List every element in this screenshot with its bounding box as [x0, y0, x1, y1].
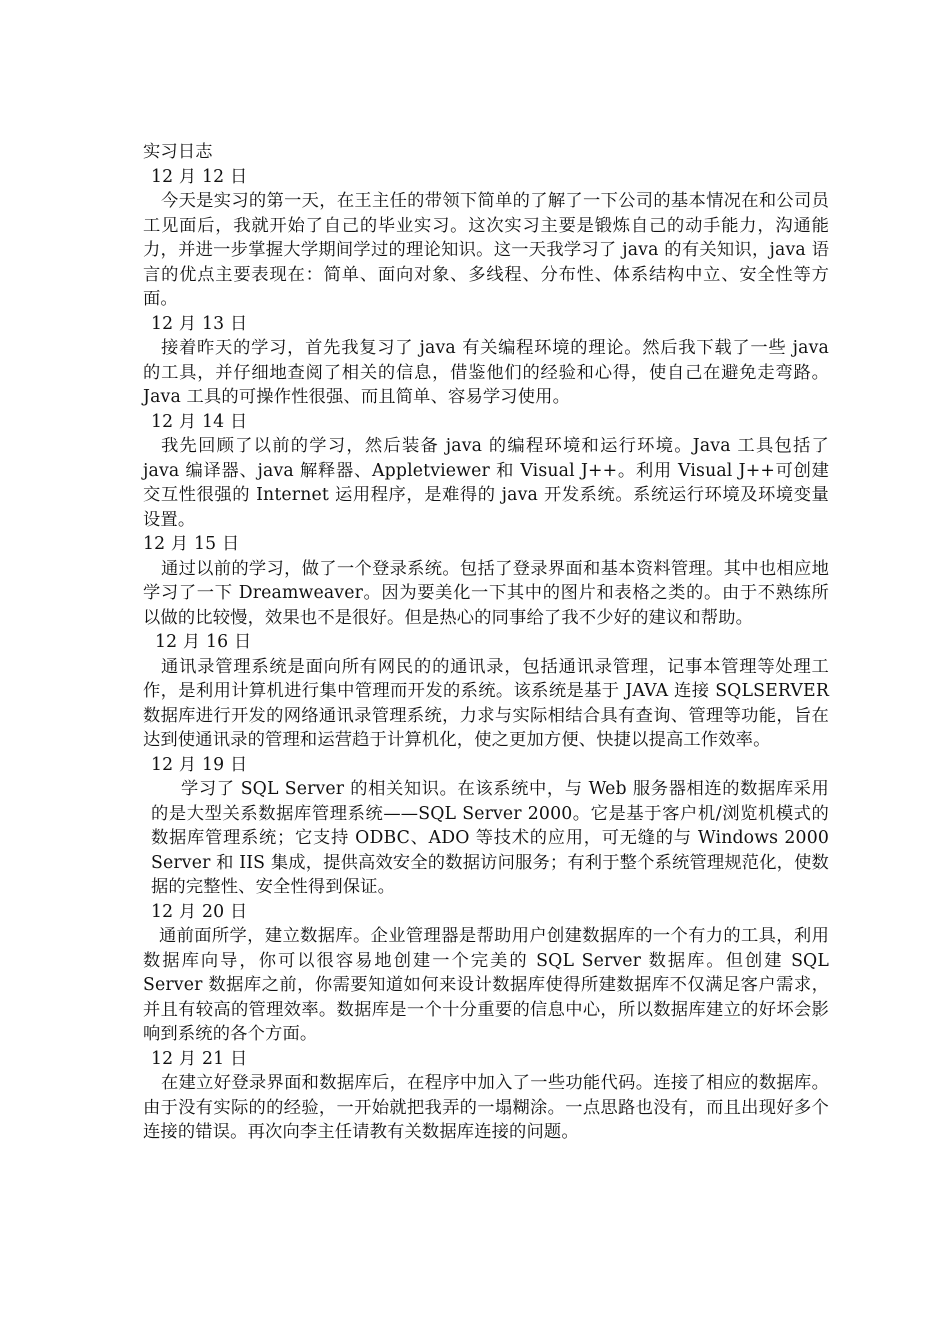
log-entry — [143, 532, 829, 630]
document-title: 实习日志 — [143, 142, 213, 162]
entry-text: 接着昨天的学习，首先我复习了 java 有关编程环境的理论。然后我下载了一些 java 的工具，并仔细地查阅了相关的信息，借鉴他们的经验和心得，使自己在避免走弯路。Java 工具的可操作性很强、而且简单、容易学习使用。 — [143, 338, 829, 407]
entry-date: 12 月 12 日 — [151, 166, 248, 187]
entry-date: 12 月 13 日 — [151, 313, 248, 334]
entry-text: 我先回顾了以前的学习，然后装备 java 的编程环境和运行环境。Java 工具包括了 java 编译器、java 解释器、Appletviewer 和 Visual J++。利用 Visual J++可创建交互性很强的 Internet 运用程序，是难得的 java 开发系统。系统运行环境及环境变量设置。 — [143, 436, 829, 530]
entry-text: 通过以前的学习，做了一个登录系统。包括了登录界面和基本资料管理。其中也相应地学习了一下 Dreamweaver。因为要美化一下其中的图片和表格之类的。由于不熟练所以做的比较慢，效果也不是很好。但是热心的同事给了我不少好的建议和帮助。 — [143, 558, 829, 628]
entry-date: 12 月 14 日 — [151, 411, 248, 432]
log-entry — [143, 312, 829, 410]
entry-date: 12 月 19 日 — [151, 754, 248, 775]
entry-text: 在建立好登录界面和数据库后，在程序中加入了一些功能代码。连接了相应的数据库。由于没有实际的的经验，一开始就把我弄的一塌糊涂。一点思路也没有，而且出现好多个连接的错误。再次向李主任请教有关数据库连接的问题。 — [143, 1073, 829, 1142]
entry-date: 12 月 21 日 — [151, 1048, 248, 1069]
entry-text: 通前面所学，建立数据库。企业管理器是帮助用户创建数据库的一个有力的工具，利用数据库向导，你可以很容易地创建一个完美的 SQL Server 数据库。但创建 SQL Server 数据库之前，你需要知道如何来设计数据库使得所建数据库不仅满足客户需求，并且有较高的管理效率。数据库是一个十分重要的信息中心，所以数据库建立的好坏会影响到系统的各个方面。 — [143, 926, 829, 1044]
entry-text: 通讯录管理系统是面向所有网民的的通讯录，包括通讯录管理，记事本管理等处理工作，是利用计算机进行集中管理而开发的系统。该系统是基于 JAVA 连接 SQLSERVER 数据库进行开发的网络通讯录管理系统，力求与实际相结合具有查询、管理等功能，旨在达到使通讯录的管理和运营趋于计算机化，使之更加方便、快捷以提高工作效率。 — [143, 656, 829, 750]
log-entry — [143, 165, 829, 312]
entry-text: 今天是实习的第一天，在王主任的带领下简单的了解了一下公司的基本情况在和公司员工见面后，我就开始了自己的毕业实习。这次实习主要是锻炼自己的动手能力，沟通能力，并进一步掌握大学期间学过的理论知识。这一天我学习了 java 的有关知识，java 语言的优点主要表现在：简单、面向对象、多线程、分布性、体系结构中立、安全性等方面。 — [143, 191, 829, 309]
log-entry — [143, 1047, 829, 1145]
document-body — [143, 140, 829, 1145]
log-entry — [143, 410, 829, 533]
log-entry — [143, 753, 829, 900]
entry-date: 12 月 15 日 — [143, 534, 240, 554]
log-entry — [143, 630, 829, 753]
entry-text: 学习了 SQL Server 的相关知识。在该系统中，与 Web 服务器相连的数据库采用的是大型关系数据库管理系统——SQL Server 2000。它是基于客户机/浏览机模式的数据库管理系统；它支持 ODBC、ADO 等技术的应用，可无缝的与 Windows 2000 Server 和 IIS 集成，提供高效安全的数据访问服务；有利于整个系统管理规范化，使数据的完整性、安全性得到保证。 — [151, 779, 829, 897]
entry-date: 12 月 20 日 — [151, 901, 248, 922]
entry-date: 12 月 16 日 — [155, 632, 252, 652]
log-entry — [143, 900, 829, 1047]
